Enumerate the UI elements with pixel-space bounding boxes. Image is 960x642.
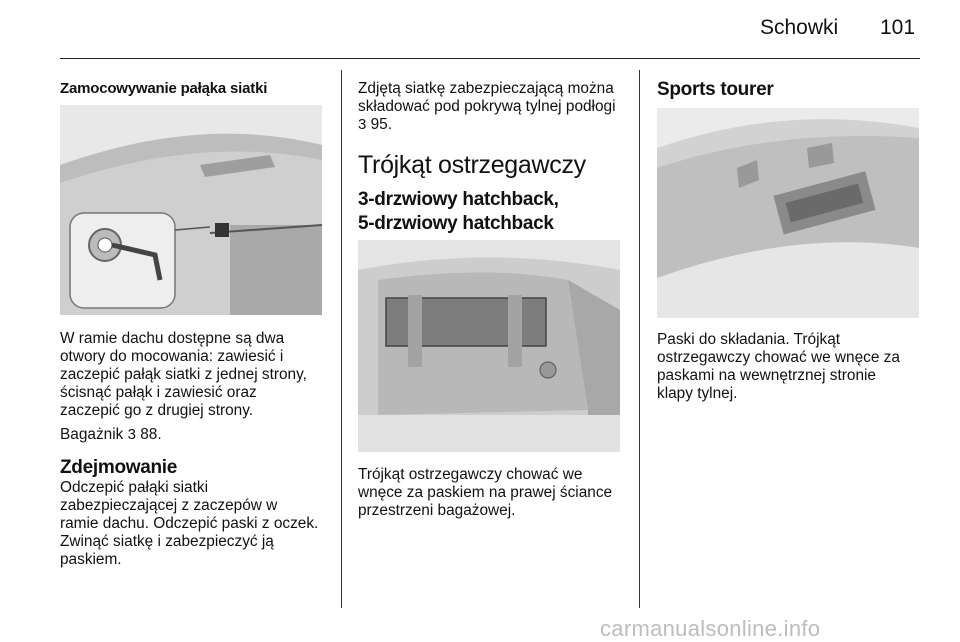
ref-page: 88. bbox=[140, 426, 162, 443]
section-heading-warning-triangle: Trójkąt ostrzegawczy bbox=[358, 151, 586, 179]
figure-sports-tourer-tailgate bbox=[657, 108, 919, 318]
header-title: Schowki bbox=[760, 16, 839, 39]
col2-caption: Trójkąt ostrzegawczy chować we wnęce za paskiem na prawej ściance przestrzeni bagażowej. bbox=[358, 466, 613, 519]
page-number: 101 bbox=[880, 16, 916, 39]
figure-hatchback-trunk bbox=[358, 240, 620, 452]
ref-page[interactable]: 95. bbox=[370, 116, 393, 133]
watermark: carmanualsonline.info bbox=[600, 616, 821, 641]
col1-paragraph-2: Odczepić pałąki siatki zabezpieczającej z zaczepów w ramie dachu. Odczepić paski z oczek. Zwinąć siatkę i zabezpieczyć ją paskiem. bbox=[60, 479, 319, 568]
section-heading-net-bar: Zamocowywanie pałąka siatki bbox=[60, 80, 268, 97]
col3-caption: Paski do składania. Trójkąt ostrzegawczy chować we wnęce za paskami na wewnętrznej stronie klapy tylnej. bbox=[657, 331, 900, 402]
figure-net-bar bbox=[60, 105, 322, 315]
section-heading-sports-tourer: Sports tourer bbox=[657, 79, 774, 100]
subheading-hatchback: 3-drzwiowy hatchback, 5-drzwiowy hatchback bbox=[358, 189, 559, 234]
header-rule bbox=[60, 58, 920, 59]
ref-text: Bagażnik bbox=[60, 426, 124, 443]
cross-reference-luggage[interactable] bbox=[60, 426, 335, 444]
col2-paragraph-1: Zdjętą siatkę zabezpieczającą można składować pod pokrywą tylnej podłogi 3 95. bbox=[358, 80, 616, 133]
col1-paragraph-1: W ramie dachu dostępne są dwa otwory do mocowania: zawiesić i zaczepić pałąk siatki z jednej strony, ścisnąć pałąk i zawiesić oraz zaczepić go z drugiej strony. bbox=[60, 330, 307, 419]
ref-arrow-icon: 3 bbox=[127, 426, 136, 443]
ref-arrow-icon: 3 bbox=[358, 116, 367, 133]
column-divider-2 bbox=[639, 70, 640, 608]
section-heading-removal: Zdejmowanie bbox=[60, 457, 178, 478]
column-divider-1 bbox=[341, 70, 342, 608]
